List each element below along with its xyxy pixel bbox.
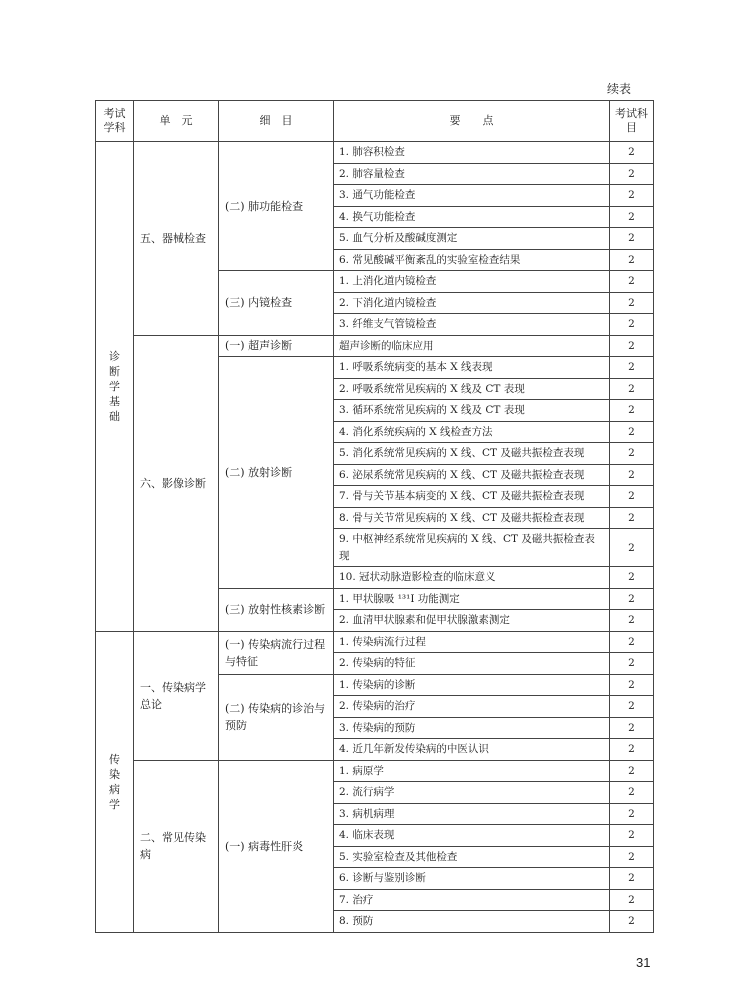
- level-cell: 2: [610, 185, 654, 207]
- point-cell: 8. 预防: [334, 911, 610, 933]
- level-cell: 2: [610, 717, 654, 739]
- level-cell: 2: [610, 357, 654, 379]
- level-cell: 2: [610, 507, 654, 529]
- item-cell: (二) 传染病的诊治与预防: [219, 674, 334, 760]
- level-cell: 2: [610, 696, 654, 718]
- unit-cell: 六、影像诊断: [134, 335, 219, 631]
- point-cell: 3. 病机病理: [334, 803, 610, 825]
- table-row: [96, 142, 654, 164]
- level-cell: 2: [610, 529, 654, 567]
- point-cell: 3. 纤维支气管镜检查: [334, 314, 610, 336]
- point-cell: 1. 病原学: [334, 760, 610, 782]
- point-cell: 4. 换气功能检查: [334, 206, 610, 228]
- level-cell: 2: [610, 782, 654, 804]
- point-cell: 3. 循环系统常见疾病的 X 线及 CT 表现: [334, 400, 610, 422]
- point-cell: 超声诊断的临床应用: [334, 335, 610, 357]
- level-cell: 2: [610, 610, 654, 632]
- level-cell: 2: [610, 443, 654, 465]
- item-cell: (二) 放射诊断: [219, 357, 334, 589]
- point-cell: 2. 传染病的治疗: [334, 696, 610, 718]
- table-row: [96, 760, 654, 782]
- level-cell: 2: [610, 271, 654, 293]
- point-cell: 1. 传染病流行过程: [334, 631, 610, 653]
- item-cell: (二) 肺功能检查: [219, 142, 334, 271]
- unit-cell: 二、常见传染病: [134, 760, 219, 932]
- point-cell: 6. 诊断与鉴别诊断: [334, 868, 610, 890]
- item-cell: (三) 放射性核素诊断: [219, 588, 334, 631]
- item-cell: (三) 内镜检查: [219, 271, 334, 336]
- level-cell: 2: [610, 378, 654, 400]
- level-cell: 2: [610, 335, 654, 357]
- level-cell: 2: [610, 228, 654, 250]
- point-cell: 2. 血清甲状腺素和促甲状腺激素测定: [334, 610, 610, 632]
- header-unit: 单 元: [134, 101, 219, 142]
- point-cell: 2. 呼吸系统常见疾病的 X 线及 CT 表现: [334, 378, 610, 400]
- point-cell: 5. 消化系统常见疾病的 X 线、CT 及磁共振检查表现: [334, 443, 610, 465]
- unit-cell: 一、传染病学总论: [134, 631, 219, 760]
- level-cell: 2: [610, 739, 654, 761]
- level-cell: 2: [610, 163, 654, 185]
- level-cell: 2: [610, 588, 654, 610]
- level-cell: 2: [610, 911, 654, 933]
- level-cell: 2: [610, 760, 654, 782]
- point-cell: 8. 骨与关节常见疾病的 X 线、CT 及磁共振检查表现: [334, 507, 610, 529]
- point-cell: 3. 传染病的预防: [334, 717, 610, 739]
- continuation-label: 续表: [607, 82, 632, 96]
- point-cell: 4. 临床表现: [334, 825, 610, 847]
- point-cell: 2. 下消化道内镜检查: [334, 292, 610, 314]
- point-cell: 5. 血气分析及酸碱度测定: [334, 228, 610, 250]
- point-cell: 2. 传染病的特征: [334, 653, 610, 675]
- point-cell: 6. 泌尿系统常见疾病的 X 线、CT 及磁共振检查表现: [334, 464, 610, 486]
- point-cell: 2. 流行病学: [334, 782, 610, 804]
- level-cell: 2: [610, 631, 654, 653]
- level-cell: 2: [610, 674, 654, 696]
- point-cell: 4. 消化系统疾病的 X 线检查方法: [334, 421, 610, 443]
- point-cell: 10. 冠状动脉造影检查的临床意义: [334, 567, 610, 589]
- point-cell: 7. 治疗: [334, 889, 610, 911]
- header-subject: 考试学科: [96, 101, 134, 142]
- header-level: 考试科目: [610, 101, 654, 142]
- header-point: 要 点: [334, 101, 610, 142]
- level-cell: 2: [610, 567, 654, 589]
- point-cell: 1. 传染病的诊断: [334, 674, 610, 696]
- item-cell: (一) 病毒性肝炎: [219, 760, 334, 932]
- level-cell: 2: [610, 868, 654, 890]
- page-number: 31: [636, 955, 651, 970]
- point-cell: 3. 通气功能检查: [334, 185, 610, 207]
- level-cell: 2: [610, 249, 654, 271]
- point-cell: 2. 肺容量检查: [334, 163, 610, 185]
- point-cell: 1. 甲状腺吸 ¹³¹I 功能测定: [334, 588, 610, 610]
- table-row: [96, 631, 654, 653]
- level-cell: 2: [610, 846, 654, 868]
- subject-cell: 传染病学: [96, 631, 134, 932]
- level-cell: 2: [610, 653, 654, 675]
- level-cell: 2: [610, 803, 654, 825]
- point-cell: 6. 常见酸碱平衡紊乱的实验室检查结果: [334, 249, 610, 271]
- point-cell: 1. 上消化道内镜检查: [334, 271, 610, 293]
- subject-cell: 诊断学基础: [96, 142, 134, 632]
- level-cell: 2: [610, 400, 654, 422]
- table-header-row: [96, 101, 654, 142]
- header-item: 细 目: [219, 101, 334, 142]
- level-cell: 2: [610, 421, 654, 443]
- level-cell: 2: [610, 889, 654, 911]
- item-cell: (一) 传染病流行过程与特征: [219, 631, 334, 674]
- item-cell: (一) 超声诊断: [219, 335, 334, 357]
- level-cell: 2: [610, 314, 654, 336]
- point-cell: 1. 肺容积检查: [334, 142, 610, 164]
- level-cell: 2: [610, 292, 654, 314]
- syllabus-table: [95, 100, 654, 933]
- point-cell: 4. 近几年新发传染病的中医认识: [334, 739, 610, 761]
- level-cell: 2: [610, 206, 654, 228]
- unit-cell: 五、器械检查: [134, 142, 219, 336]
- level-cell: 2: [610, 486, 654, 508]
- table-row: [96, 335, 654, 357]
- point-cell: 5. 实验室检查及其他检查: [334, 846, 610, 868]
- level-cell: 2: [610, 142, 654, 164]
- point-cell: 7. 骨与关节基本病变的 X 线、CT 及磁共振检查表现: [334, 486, 610, 508]
- level-cell: 2: [610, 825, 654, 847]
- point-cell: 9. 中枢神经系统常见疾病的 X 线、CT 及磁共振检查表现: [334, 529, 610, 567]
- level-cell: 2: [610, 464, 654, 486]
- point-cell: 1. 呼吸系统病变的基本 X 线表现: [334, 357, 610, 379]
